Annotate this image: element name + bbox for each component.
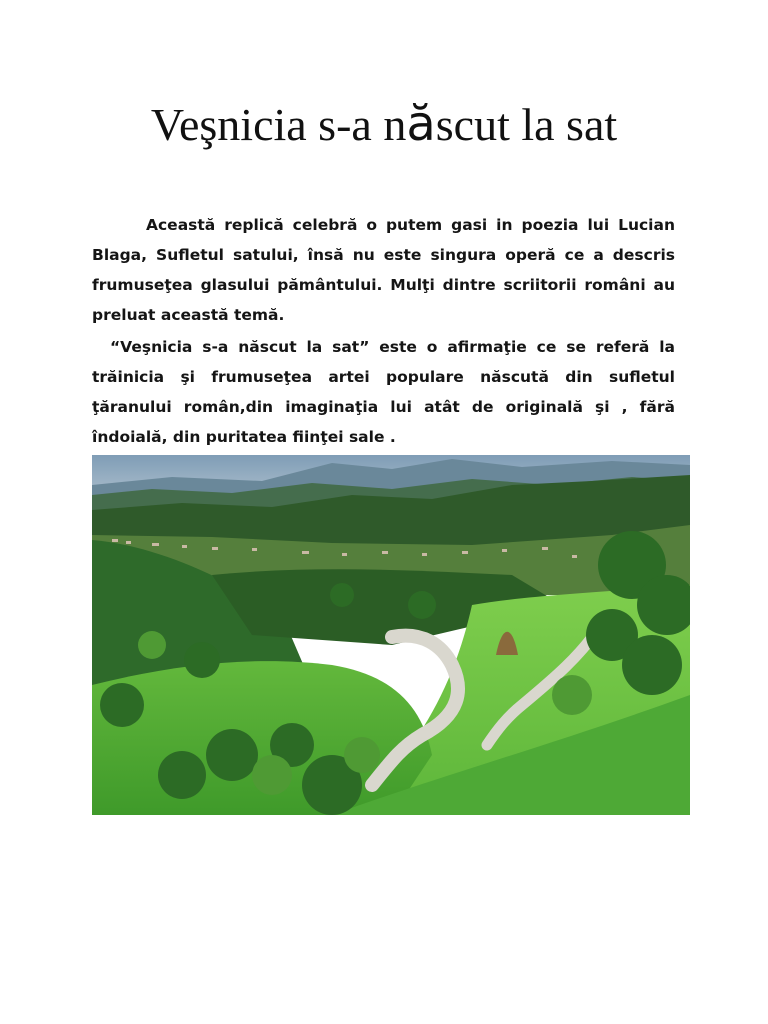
landscape-photo xyxy=(92,455,690,815)
title-accent-letter: ă xyxy=(406,96,436,152)
paragraph-2: “Veşnicia s-a născut la sat” este o afirmaţie ce se referă la trăinicia şi frumuseţea artei populare născută din sufletul ţăranului român,din imaginaţia lui atât de originală şi , fără îndoială, din puritatea fiinţei sale . xyxy=(92,338,675,446)
page-title xyxy=(0,96,768,152)
title-part-1: Veşnicia s-a n xyxy=(150,99,407,150)
title-part-2: scut la sat xyxy=(435,99,618,150)
paragraph-1: Această replică celebră o putem gasi in poezia lui Lucian Blaga, Sufletul satului, însă nu este singura operă ce a descris frumuseţea glasului pământului. Mulţi dintre scriitorii români au preluat această temă. xyxy=(92,216,675,324)
